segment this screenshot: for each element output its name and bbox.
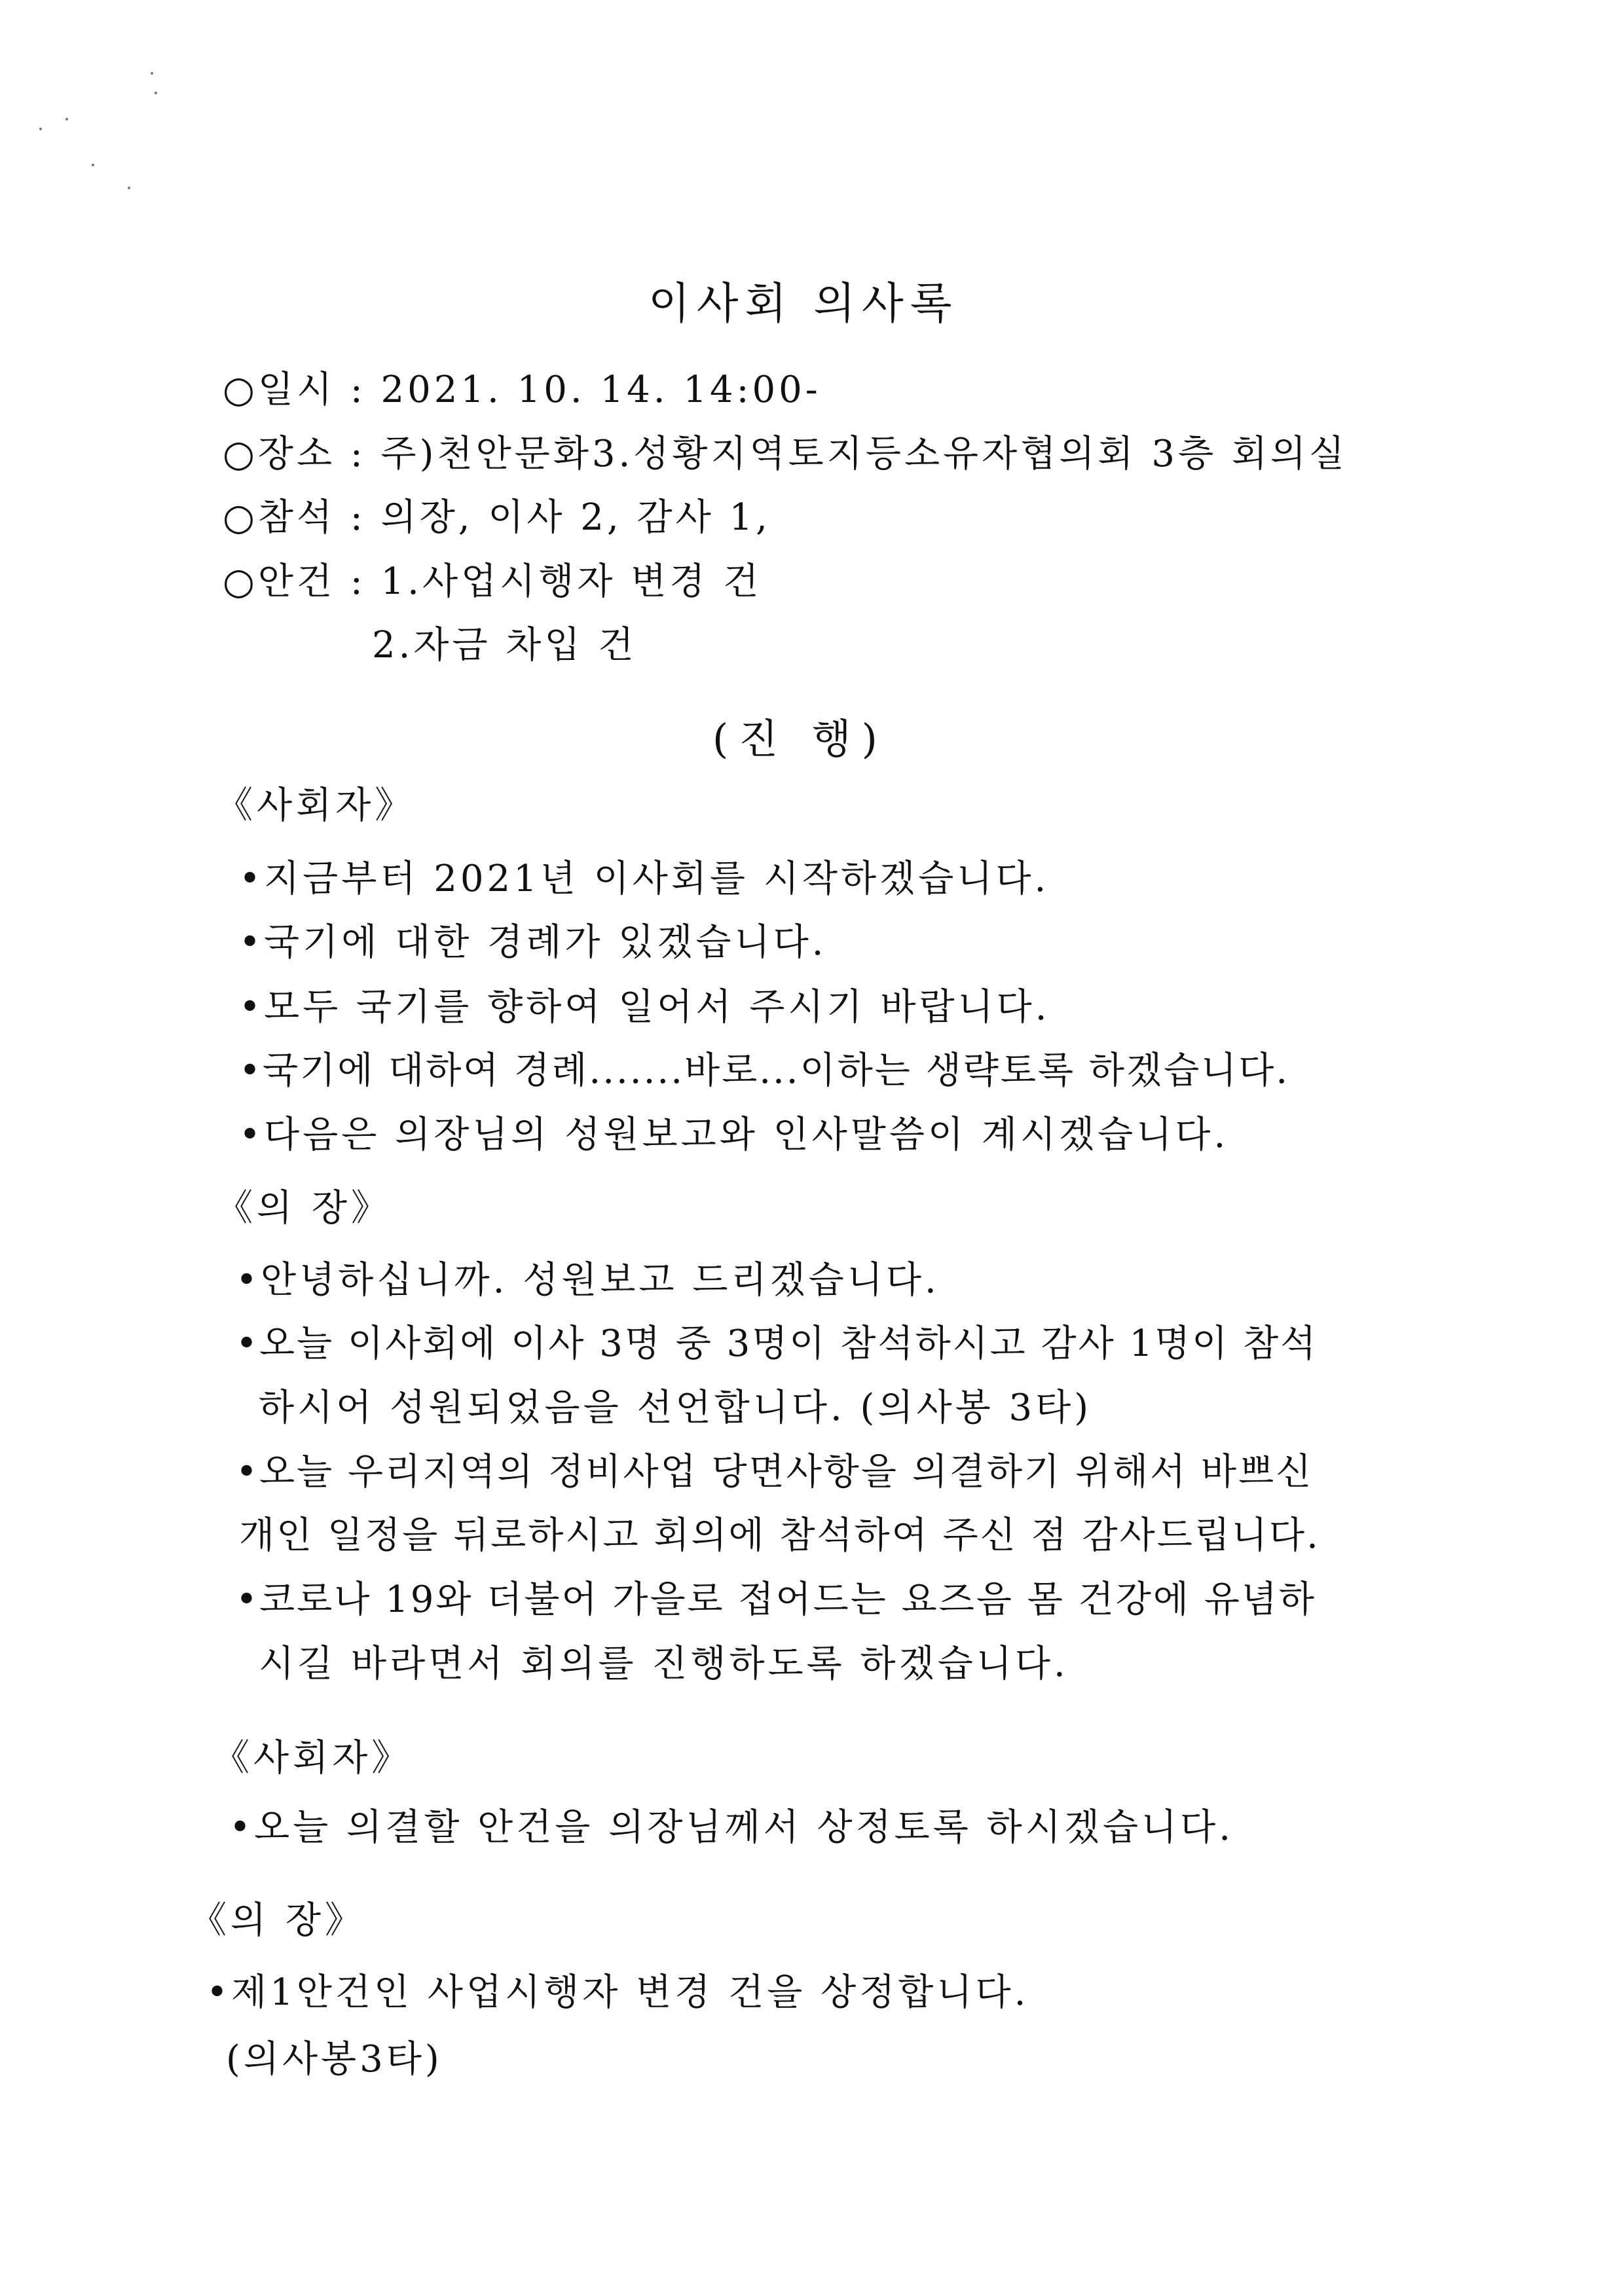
minutes-line: •지금부터 2021년 이사회를 시작하겠습니다.	[239, 858, 1050, 900]
meeting-agenda-1: ○안건 : 1.사업시행자 변경 건	[223, 560, 762, 603]
scan-speck	[128, 187, 130, 189]
minutes-line: •오늘 의결할 안건을 의장님께서 상정토록 하시겠습니다.	[229, 1806, 1234, 1849]
scan-speck	[92, 164, 94, 166]
minutes-line: •오늘 이사회에 이사 3명 중 3명이 참석하시고 감사 1명이 참석	[236, 1322, 1318, 1365]
speaker-label: 《사회자》	[213, 1737, 413, 1779]
meeting-agenda-2: 2.자금 차입 건	[372, 624, 637, 666]
minutes-line: •오늘 우리지역의 정비사업 당면사항을 의결하기 위해서 바쁘신	[236, 1451, 1314, 1493]
minutes-line: •코로나 19와 더불어 가을로 접어드는 요즈음 몸 건강에 유념하	[236, 1578, 1316, 1621]
minutes-line: •국기에 대하여 경례.......바로...이하는 생략토록 하겠습니다.	[239, 1049, 1290, 1092]
speaker-label: 《의 장》	[190, 1899, 365, 1942]
speaker-label: 《사회자》	[216, 784, 416, 827]
scan-speck	[155, 92, 157, 94]
minutes-line: •모두 국기를 향하여 일어서 주시기 바랍니다.	[239, 986, 1050, 1029]
proceedings-heading: (진 행)	[712, 715, 888, 763]
scan-speck	[65, 118, 68, 120]
minutes-line: 개인 일정을 뒤로하시고 회의에 참석하여 주신 점 감사드립니다.	[239, 1514, 1320, 1557]
minutes-line: •국기에 대한 경례가 있겠습니다.	[239, 921, 827, 964]
speaker-label: 《의 장》	[216, 1187, 392, 1230]
meeting-date: ○일시 : 2021. 10. 14. 14:00-	[223, 369, 821, 411]
scan-speck	[39, 128, 42, 130]
minutes-line: •다음은 의장님의 성원보고와 인사말씀이 계시겠습니다.	[239, 1114, 1229, 1156]
meeting-attendees: ○참석 : 의장, 이사 2, 감사 1,	[223, 496, 771, 539]
minutes-line: •안녕하십니까. 성원보고 드리겠습니다.	[236, 1259, 940, 1302]
minutes-line: (의사봉3타)	[226, 2038, 443, 2081]
meeting-place: ○장소 : 주)천안문화3.성황지역토지등소유자협의회 3층 회의실	[223, 433, 1348, 475]
scan-speck	[151, 72, 153, 75]
document-title: 이사회 의사록	[648, 278, 959, 329]
minutes-line: 하시어 성원되었음을 선언합니다. (의사봉 3타)	[259, 1387, 1092, 1429]
minutes-line: 시길 바라면서 회의를 진행하도록 하겠습니다.	[259, 1643, 1069, 1685]
minutes-line: •제1안건인 사업시행자 변경 건을 상정합니다.	[206, 1971, 1029, 2014]
